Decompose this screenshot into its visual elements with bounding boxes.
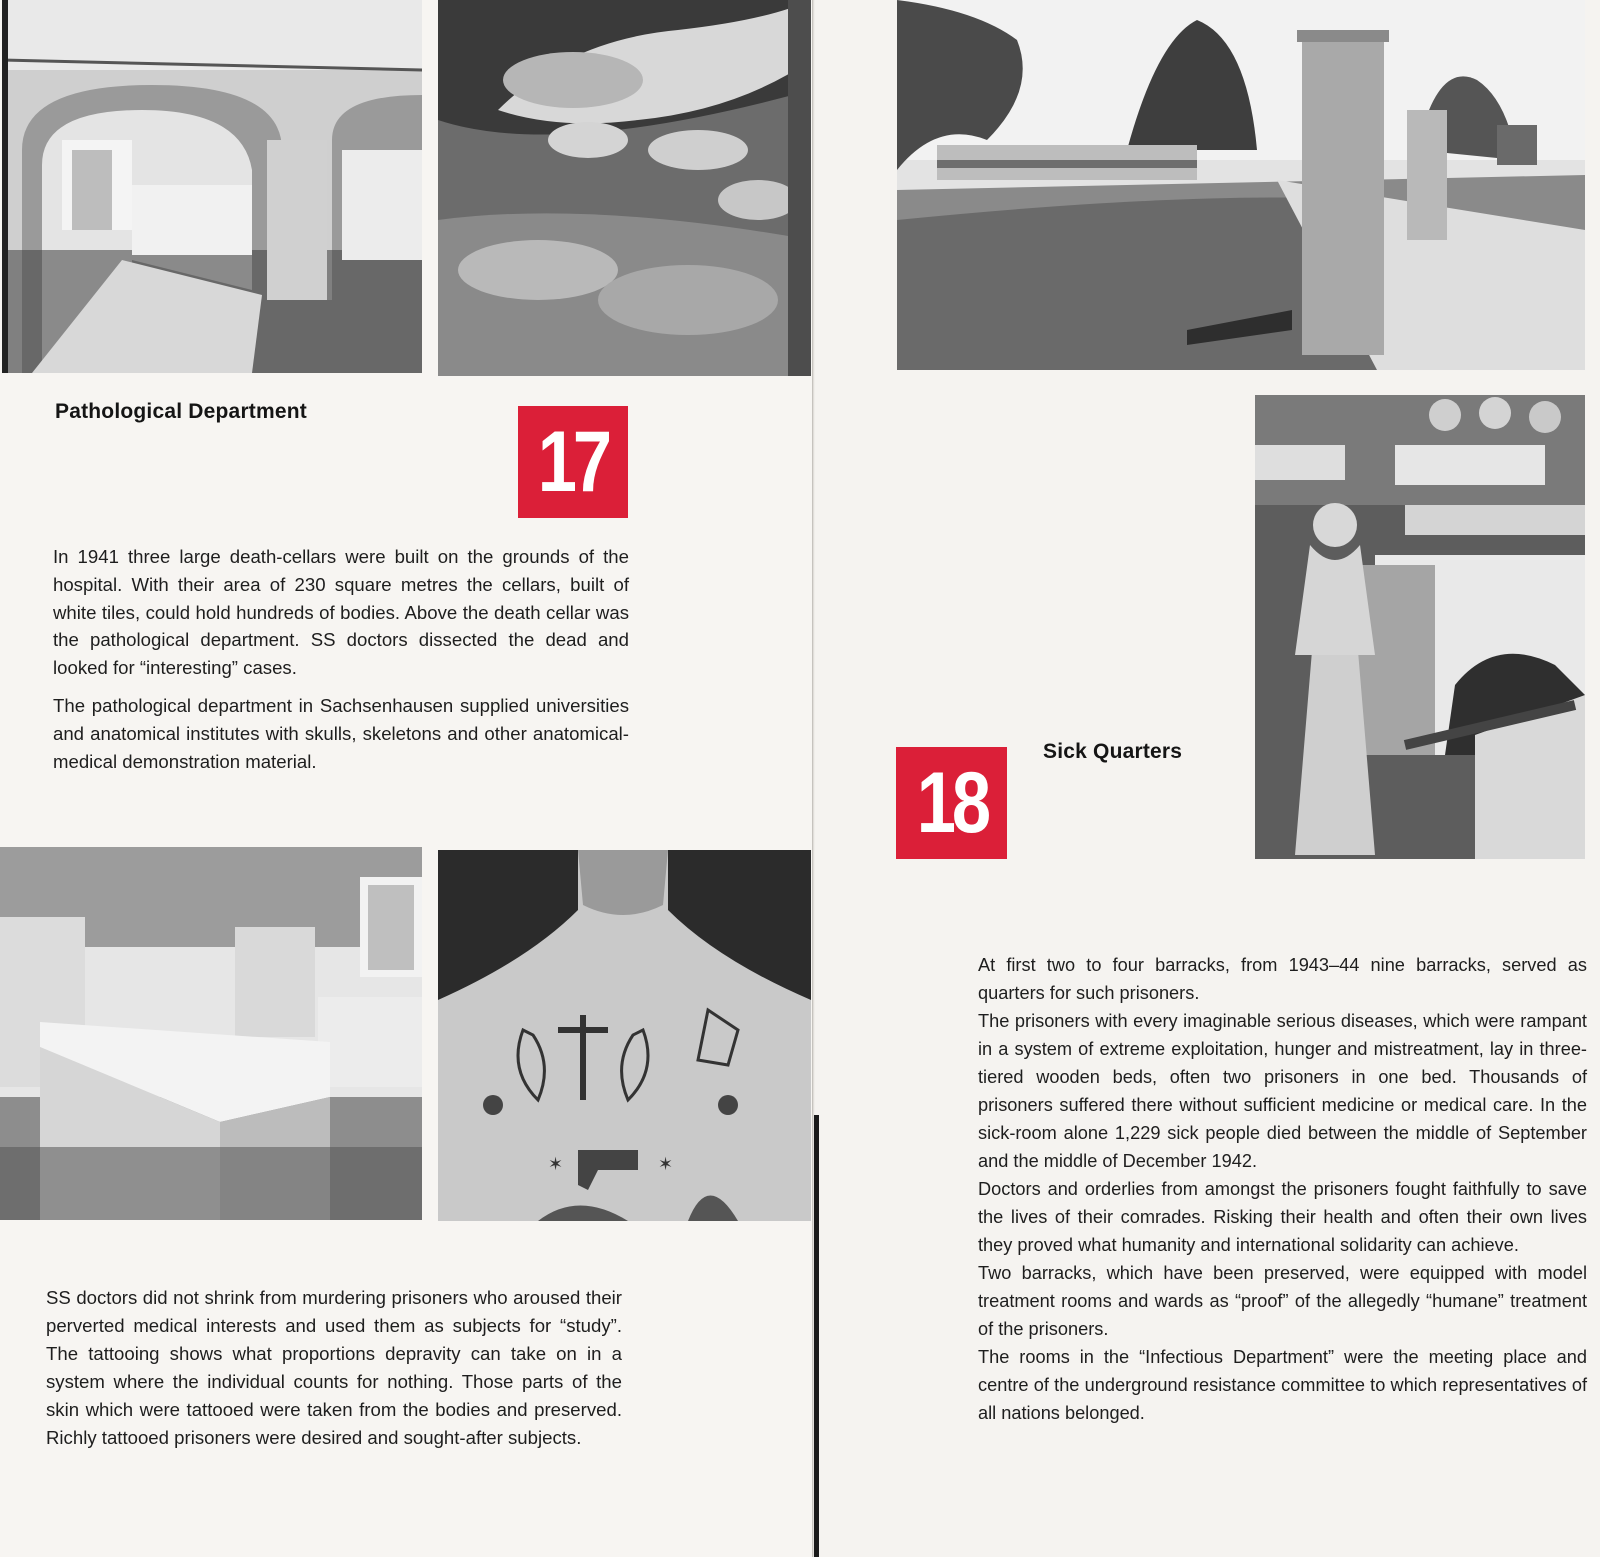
section-17-number-badge xyxy=(518,406,628,518)
section-17-lower-paragraph xyxy=(46,1284,622,1452)
spine-shadow xyxy=(814,1115,819,1557)
section-18-number-badge xyxy=(896,747,1007,859)
section-17-paragraph: The pathological department in Sachsenhausen supplied universities and anatomical institutes with skulls, skeletons and other anatomical-medical demonstration material. xyxy=(53,694,629,772)
svg-text:✶: ✶ xyxy=(658,1154,674,1175)
section-18-number: 18 xyxy=(916,754,987,851)
sick-prisoners-beds-photo xyxy=(1255,395,1585,859)
section-18-title: Sick Quarters xyxy=(1043,740,1183,763)
tattooed-chest-photo xyxy=(438,850,811,1221)
dissection-room-photo xyxy=(0,847,422,1220)
section-17-paragraph: In 1941 three large death-cellars were built on the grounds of the hospital. With their area of 230 square metres the cellars, built of white tiles, could hold hundreds of bodies. Above the death cellar was the pathological department. SS doctors dissected the dead and looked for “interesting” cases. xyxy=(53,546,629,679)
tattoo-paragraph: SS doctors did not shrink from murdering prisoners who aroused their perverted medical interests and used them as subjects for “study”. The tattooing shows what proportions depravity can take on in a system where the individual counts for nothing. Those parts of the skin which were tattooed were taken from the bodies and preserved. Richly tattooed prisoners were desired and sought-after subjects. xyxy=(46,1287,622,1448)
section-17-number: 17 xyxy=(537,413,609,510)
hand-with-gravel-photo xyxy=(438,0,811,376)
cellar-arches-photo xyxy=(2,0,422,373)
svg-text:✶: ✶ xyxy=(548,1154,564,1175)
section-17-title: Pathological Department xyxy=(55,400,307,423)
section-18-paragraph: The prisoners with every imaginable serious diseases, which were rampant in a system of extreme exploitation, hunger and mistreatment, lay in three-tiered wooden beds, often two prisoners in one bed. Thousands of prisoners suffered there without sufficient medicine or medical care. In the sick-room alone 1,229 sick people died between the middle of September and the middle of December 1942. xyxy=(978,1011,1587,1171)
section-18-paragraph: At first two to four barracks, from 1943–44 nine barracks, served as quarters for such prisoners. xyxy=(978,955,1587,1003)
section-18-paragraph: Two barracks, which have been preserved, were equipped with model treatment rooms and wards as “proof” of the allegedly “humane” treatment of the prisoners. xyxy=(978,1263,1587,1339)
section-18-paragraph: Doctors and orderlies from amongst the prisoners fought faithfully to save the lives of their comrades. Risking their health and often their own lives they proved what humanity and international solidarity can achieve. xyxy=(978,1179,1587,1255)
camp-yard-posts-photo xyxy=(897,0,1585,370)
section-17-body xyxy=(53,543,629,775)
section-18-body xyxy=(978,951,1587,1427)
section-18-paragraph: The rooms in the “Infectious Department” were the meeting place and centre of the underground resistance committee to which representatives of all nations belonged. xyxy=(978,1347,1587,1423)
